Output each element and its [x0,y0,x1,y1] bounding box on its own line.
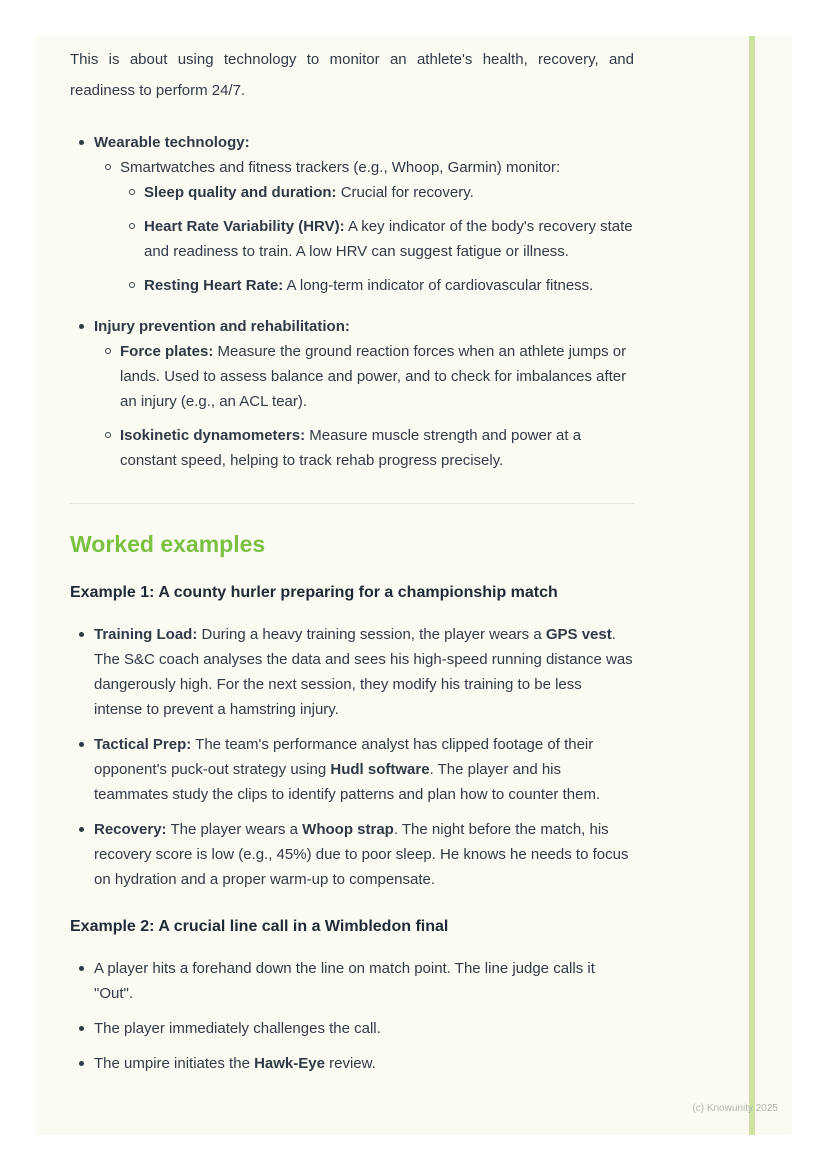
example1-title: Example 1: A county hurler preparing for a championship match [70,584,558,601]
list-item-text: A player hits a forehand down the line on match point. The line judge calls it "Out". [94,960,595,1002]
list-item [78,732,634,807]
accent-bar [749,36,755,1135]
list-item-body [94,1051,634,1076]
list-item-text: Heart Rate Variability (HRV): A key indicator of the body's recovery state and readiness to train. A low HRV can suggest fatigue or illness. [144,218,633,260]
list-item-body [94,817,634,892]
intro-paragraph: This is about using technology to monitor an athlete's health, recovery, and readiness to perform 24/7. [70,51,634,99]
list-item-title: Wearable technology: [94,134,250,151]
bullet-disc-icon [78,817,94,842]
list-item-body [144,273,634,298]
bullet-disc-icon [78,1016,94,1041]
list-item-text: Isokinetic dynamometers: Measure muscle strength and power at a constant speed, helping to track rehab progress precisely. [120,427,582,469]
bullet-circle-icon [104,339,120,364]
bullet-disc-icon [78,314,94,339]
list-item-body [120,423,634,473]
list-item-text: Tactical Prep: The team's performance analyst has clipped footage of their opponent's puck-out strategy using Hudl software. The player and his teammates study the clips to identify patterns and plan how to counter them. [94,736,601,803]
bullet-disc-icon [78,130,94,155]
list-item [78,817,634,892]
list-item-body [144,214,634,264]
bullet-circle-icon [128,214,144,239]
bullet-circle-icon [104,423,120,448]
monitoring-list [70,130,634,473]
bullet-disc-icon [78,1051,94,1076]
list-item [78,130,634,298]
bullet-disc-icon [78,732,94,757]
bullet-circle-icon [104,155,120,180]
list-item [78,314,634,473]
list-item-body [94,956,634,1006]
list-item [104,423,634,473]
list-item [128,214,634,264]
list-item [78,1051,634,1076]
worked-examples-heading: Worked examples [70,531,266,557]
list-item-text: The umpire initiates the Hawk-Eye review. [94,1055,376,1072]
document-page [36,36,792,1135]
list-item [78,956,634,1006]
list-item-body [120,155,634,298]
list-item [78,622,634,722]
list-item [128,273,634,298]
bullet-circle-icon [128,273,144,298]
list-item [78,1016,634,1041]
bullet-disc-icon [78,622,94,647]
bullet-circle-icon [128,180,144,205]
list-item-text: The player immediately challenges the call. [94,1020,381,1037]
list-item-text: Force plates: Measure the ground reaction forces when an athlete jumps or lands. Used to assess balance and power, and to check for imbalances after an injury (e.g., an ACL tear). [120,343,627,410]
list-item-text: Sleep quality and duration: Crucial for recovery. [144,184,474,201]
list-item-body [120,339,634,414]
list-item-body [94,314,634,473]
list-item-body [144,180,634,205]
list-item-text: Training Load: During a heavy training session, the player wears a GPS vest. The S&C coach analyses the data and sees his high-speed running distance was dangerously high. For the next session, they modify his training to be less intense to prevent a hamstring injury. [94,626,633,718]
list-item-body [94,622,634,722]
list-item [104,339,634,414]
list-item-text: Resting Heart Rate: A long-term indicator of cardiovascular fitness. [144,277,594,294]
section-divider [70,503,634,504]
example2-title: Example 2: A crucial line call in a Wimbledon final [70,918,449,935]
list-item [128,180,634,205]
list-item-body [94,1016,634,1041]
example1-list [70,622,634,892]
list-item-body [94,732,634,807]
list-item-text: Smartwatches and fitness trackers (e.g., Whoop, Garmin) monitor: [120,159,561,176]
list-item-body [94,130,634,298]
list-item-title: Injury prevention and rehabilitation: [94,318,350,335]
page-content [36,36,634,1076]
example2-list [70,956,634,1076]
list-item [104,155,634,298]
bullet-disc-icon [78,956,94,981]
list-item-text: Recovery: The player wears a Whoop strap. The night before the match, his recovery score is low (e.g., 45%) due to poor sleep. He knows he needs to focus on hydration and a proper warm-up to compensate. [94,821,629,888]
copyright-watermark: (c) Knowunity 2025 [692,1103,778,1114]
